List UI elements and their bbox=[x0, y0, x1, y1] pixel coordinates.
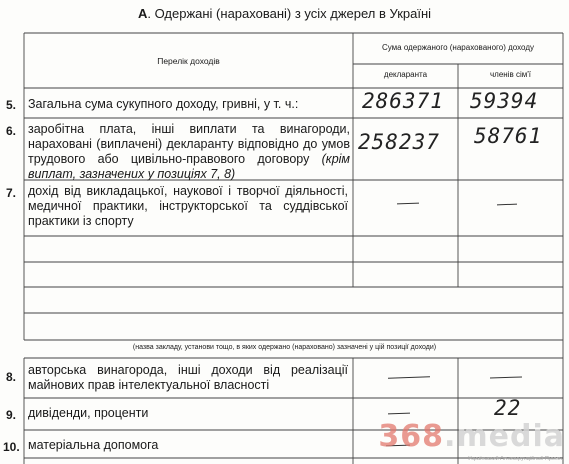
row-10-label: матеріальна допомога bbox=[28, 438, 159, 452]
watermark-number: 368 bbox=[378, 419, 444, 454]
section-title-text: . Одержані (нараховані) з усіх джерел в Україні bbox=[147, 6, 432, 21]
row-7-label: дохід від викладацької, наукової і творчої діяльності, медичної практики, інструкторської та суддівської практики із спорту bbox=[28, 184, 348, 228]
row-6-family-value: 58761 bbox=[474, 124, 543, 148]
watermark-logo bbox=[378, 419, 565, 454]
row-number: 5. bbox=[6, 98, 17, 112]
row-8-label: авторська винагорода, інші доходи від реалізації майнових прав інтелектуальної власності bbox=[28, 363, 348, 392]
watermark-domain: .media bbox=[443, 419, 565, 454]
row-5-family-value: 59394 bbox=[470, 89, 539, 113]
declarant-column-header: декларанта bbox=[383, 70, 428, 79]
row-number: 10. bbox=[3, 440, 20, 454]
row-9-family-value: 22 bbox=[494, 396, 522, 420]
row-number: 9. bbox=[6, 408, 17, 422]
row-number: 7. bbox=[6, 186, 17, 200]
row-number: 8. bbox=[6, 370, 17, 384]
watermark-subtitle: Український Антикорупційний Проект bbox=[468, 456, 563, 462]
row-6-label-note: (крім виплат, зазначених у позиціях 7, 8) bbox=[28, 152, 350, 181]
income-list-header: Перелік доходів bbox=[157, 56, 220, 66]
row-number: 6. bbox=[6, 124, 17, 138]
section-letter: А bbox=[137, 6, 148, 21]
income-sum-header: Сума одержаного (нарахованого) доходу bbox=[381, 43, 534, 52]
row-5-declarant-value: 286371 bbox=[362, 89, 444, 113]
row-6-declarant-value: 258237 bbox=[358, 130, 440, 154]
family-column-header: членів сім'ї bbox=[490, 70, 531, 79]
institution-note: (назва закладу, установи тощо, в яких одержано (нараховано) зазначені у цій позиції доходи) bbox=[132, 344, 437, 351]
row-6-label bbox=[28, 122, 350, 182]
row-6-label-text: заробітна плата, інші виплати та винагороди, нараховані (виплачені) декларанту відповідно до умов трудового або цивільно-правового договору bbox=[28, 122, 350, 166]
row-9-label: дивіденди, проценти bbox=[28, 406, 149, 420]
row-5-label: Загальна сума сукупного доходу, гривні, у т. ч.: bbox=[28, 97, 299, 111]
